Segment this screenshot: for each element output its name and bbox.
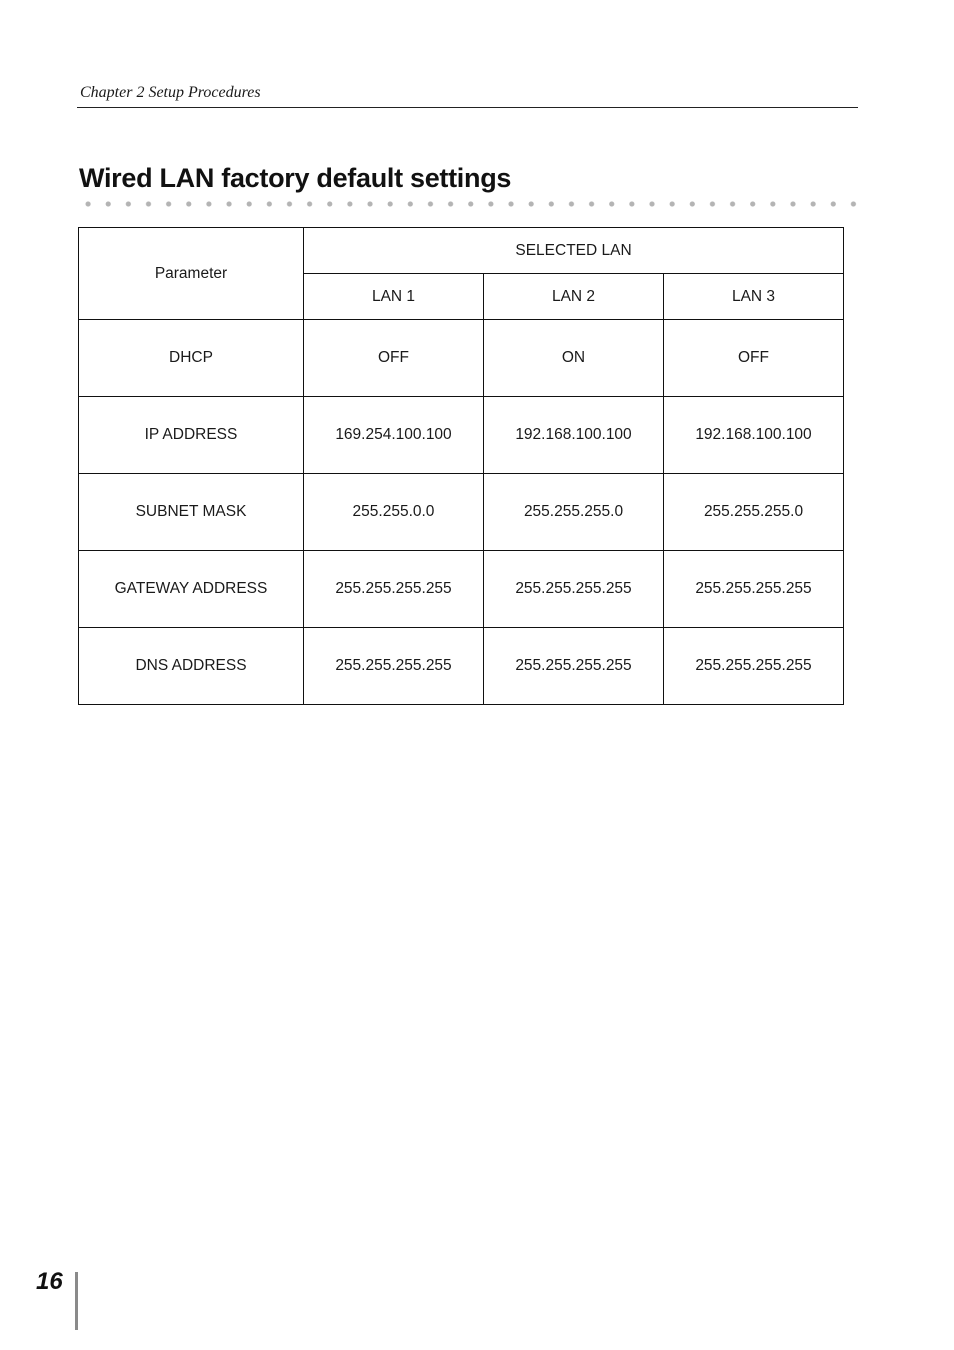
table-cell: 255.255.0.0 bbox=[304, 474, 484, 551]
header-rule bbox=[77, 107, 858, 108]
table-row-dns-address bbox=[79, 628, 844, 705]
table-cell: 255.255.255.255 bbox=[664, 551, 844, 628]
column-header-lan-2: LAN 2 bbox=[484, 274, 664, 320]
row-label: GATEWAY ADDRESS bbox=[79, 551, 304, 628]
page-number-bar bbox=[75, 1272, 78, 1330]
column-header-lan-1: LAN 1 bbox=[304, 274, 484, 320]
row-label: DHCP bbox=[79, 320, 304, 397]
dotted-divider bbox=[78, 200, 860, 208]
table-cell: 255.255.255.0 bbox=[664, 474, 844, 551]
table-row-dhcp bbox=[79, 320, 844, 397]
section-title: Wired LAN factory default settings bbox=[79, 163, 512, 193]
parameter-header: Parameter bbox=[79, 228, 304, 320]
lan-settings-table bbox=[78, 227, 844, 705]
table-cell: 255.255.255.255 bbox=[304, 551, 484, 628]
row-label: SUBNET MASK bbox=[79, 474, 304, 551]
running-header: Chapter 2 Setup Procedures bbox=[80, 84, 261, 101]
selected-lan-header: SELECTED LAN bbox=[304, 228, 844, 274]
row-label: DNS ADDRESS bbox=[79, 628, 304, 705]
row-label: IP ADDRESS bbox=[79, 397, 304, 474]
table-cell: 255.255.255.255 bbox=[484, 551, 664, 628]
table-row-gateway-address bbox=[79, 551, 844, 628]
table-cell: 255.255.255.255 bbox=[484, 628, 664, 705]
table-cell: OFF bbox=[304, 320, 484, 397]
table-cell: 255.255.255.0 bbox=[484, 474, 664, 551]
table-cell: ON bbox=[484, 320, 664, 397]
table-cell: OFF bbox=[664, 320, 844, 397]
table-row-subnet-mask bbox=[79, 474, 844, 551]
column-header-lan-3: LAN 3 bbox=[664, 274, 844, 320]
table-cell: 255.255.255.255 bbox=[304, 628, 484, 705]
table-cell: 169.254.100.100 bbox=[304, 397, 484, 474]
page-number: 16 bbox=[36, 1268, 63, 1295]
table-cell: 192.168.100.100 bbox=[664, 397, 844, 474]
table-cell: 255.255.255.255 bbox=[664, 628, 844, 705]
table-header-row bbox=[79, 228, 844, 274]
table-cell: 192.168.100.100 bbox=[484, 397, 664, 474]
table-row-ip-address bbox=[79, 397, 844, 474]
